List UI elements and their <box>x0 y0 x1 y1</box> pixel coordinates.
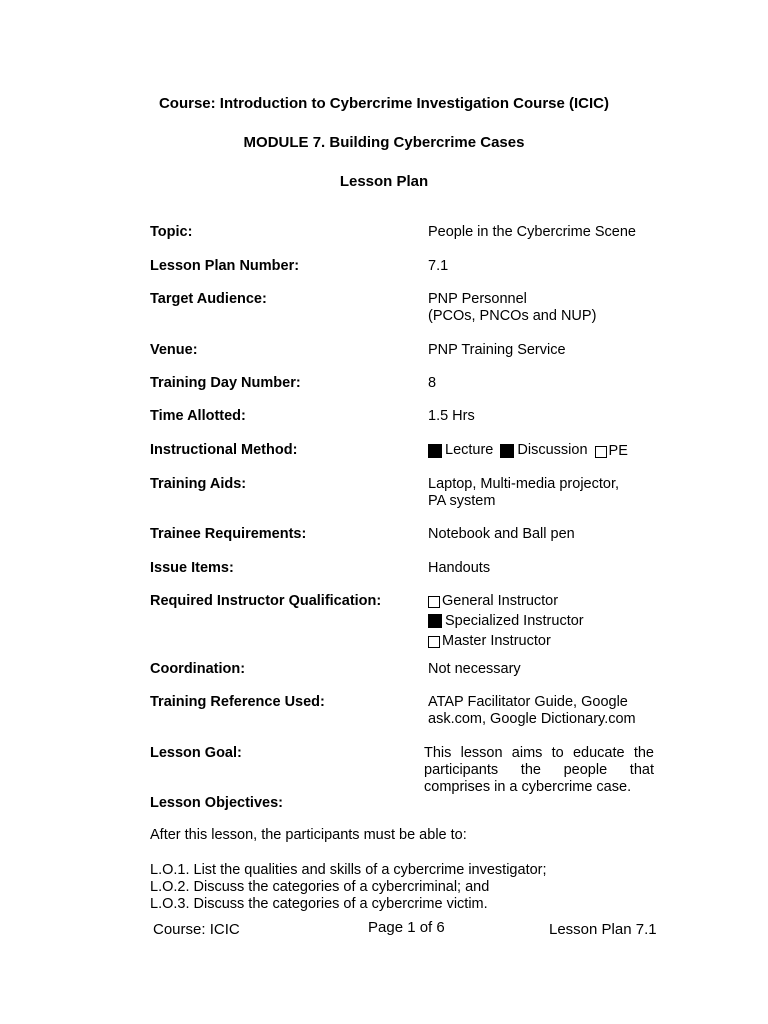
checkbox-box-icon <box>428 596 440 608</box>
objectives-heading: Lesson Objectives: <box>150 795 283 811</box>
checkbox-box-icon <box>428 444 442 458</box>
field-label: Required Instructor Qualification: <box>150 593 382 609</box>
field-label: Instructional Method: <box>150 442 298 458</box>
checkbox-box-icon <box>428 614 442 628</box>
footer-page-number: Page 1 of 6 <box>368 919 445 936</box>
checkbox-box-icon <box>500 444 514 458</box>
objectives-intro: After this lesson, the participants must be able to: <box>150 827 467 843</box>
field-value: Notebook and Ball pen <box>428 526 575 542</box>
course-title: Course: Introduction to Cybercrime Investigation Course (ICIC) <box>158 95 610 112</box>
field-value <box>428 694 660 728</box>
checkbox-general-instructor[interactable] <box>428 593 558 610</box>
checkbox-label: General Instructor <box>442 593 559 609</box>
field-value <box>428 291 660 325</box>
checkbox-box-icon <box>428 636 440 648</box>
field-value: 8 <box>428 375 437 391</box>
checkbox-master-instructor[interactable] <box>428 633 551 650</box>
field-value: People in the Cybercrime Scene <box>428 224 636 240</box>
doc-type-title: Lesson Plan <box>339 173 429 190</box>
field-label: Lesson Plan Number: <box>150 258 300 274</box>
field-label: Training Aids: <box>150 476 247 492</box>
checkbox-pe[interactable] <box>595 443 628 460</box>
objective-item: L.O.3. Discuss the categories of a cybercrime victim. <box>150 896 488 912</box>
value-line: (PCOs, PNCOs and NUP) <box>428 308 597 324</box>
field-label: Issue Items: <box>150 560 234 576</box>
objective-item: L.O.1. List the qualities and skills of a cybercrime investigator; <box>150 862 547 878</box>
checkbox-discussion[interactable] <box>500 442 587 459</box>
value-line: ATAP Facilitator Guide, Google <box>428 694 628 710</box>
value-line: PNP Personnel <box>428 291 527 307</box>
field-value <box>428 593 660 653</box>
checkbox-specialized-instructor[interactable] <box>428 613 584 630</box>
value-line: Laptop, Multi-media projector, <box>428 476 620 492</box>
field-value: Handouts <box>428 560 491 576</box>
checkbox-label: Specialized Instructor <box>445 612 584 629</box>
field-value <box>428 442 660 463</box>
field-label: Venue: <box>150 342 198 358</box>
field-value: 1.5 Hrs <box>428 408 475 424</box>
field-label: Topic: <box>150 224 193 240</box>
value-line: ask.com, Google Dictionary.com <box>428 711 636 727</box>
footer-course: Course: ICIC <box>153 921 240 938</box>
field-label: Time Allotted: <box>150 408 246 424</box>
field-label: Target Audience: <box>150 291 267 307</box>
checkbox-label: PE <box>608 443 628 459</box>
field-label: Trainee Requirements: <box>150 526 307 542</box>
field-value <box>428 476 660 510</box>
field-label: Training Day Number: <box>150 375 301 391</box>
field-label: Training Reference Used: <box>150 694 325 710</box>
checkbox-lecture[interactable] <box>428 442 493 459</box>
field-label: Coordination: <box>150 661 246 677</box>
checkbox-box-icon <box>595 446 607 458</box>
checkbox-label: Discussion <box>517 442 588 458</box>
value-line: PA system <box>428 493 496 509</box>
checkbox-label: Master Instructor <box>442 633 551 649</box>
field-label: Lesson Goal: <box>150 745 242 761</box>
objective-item: L.O.2. Discuss the categories of a cybercriminal; and <box>150 879 490 895</box>
footer-lesson-plan: Lesson Plan 7.1 <box>549 921 657 938</box>
module-title: MODULE 7. Building Cybercrime Cases <box>243 134 525 151</box>
checkbox-label: Lecture <box>445 442 494 458</box>
field-value: PNP Training Service <box>428 342 566 358</box>
field-value: This lesson aims to educate the participants the people that comprises in a cybercrime case. <box>424 745 654 795</box>
field-value: 7.1 <box>428 258 449 274</box>
field-value: Not necessary <box>428 661 521 677</box>
